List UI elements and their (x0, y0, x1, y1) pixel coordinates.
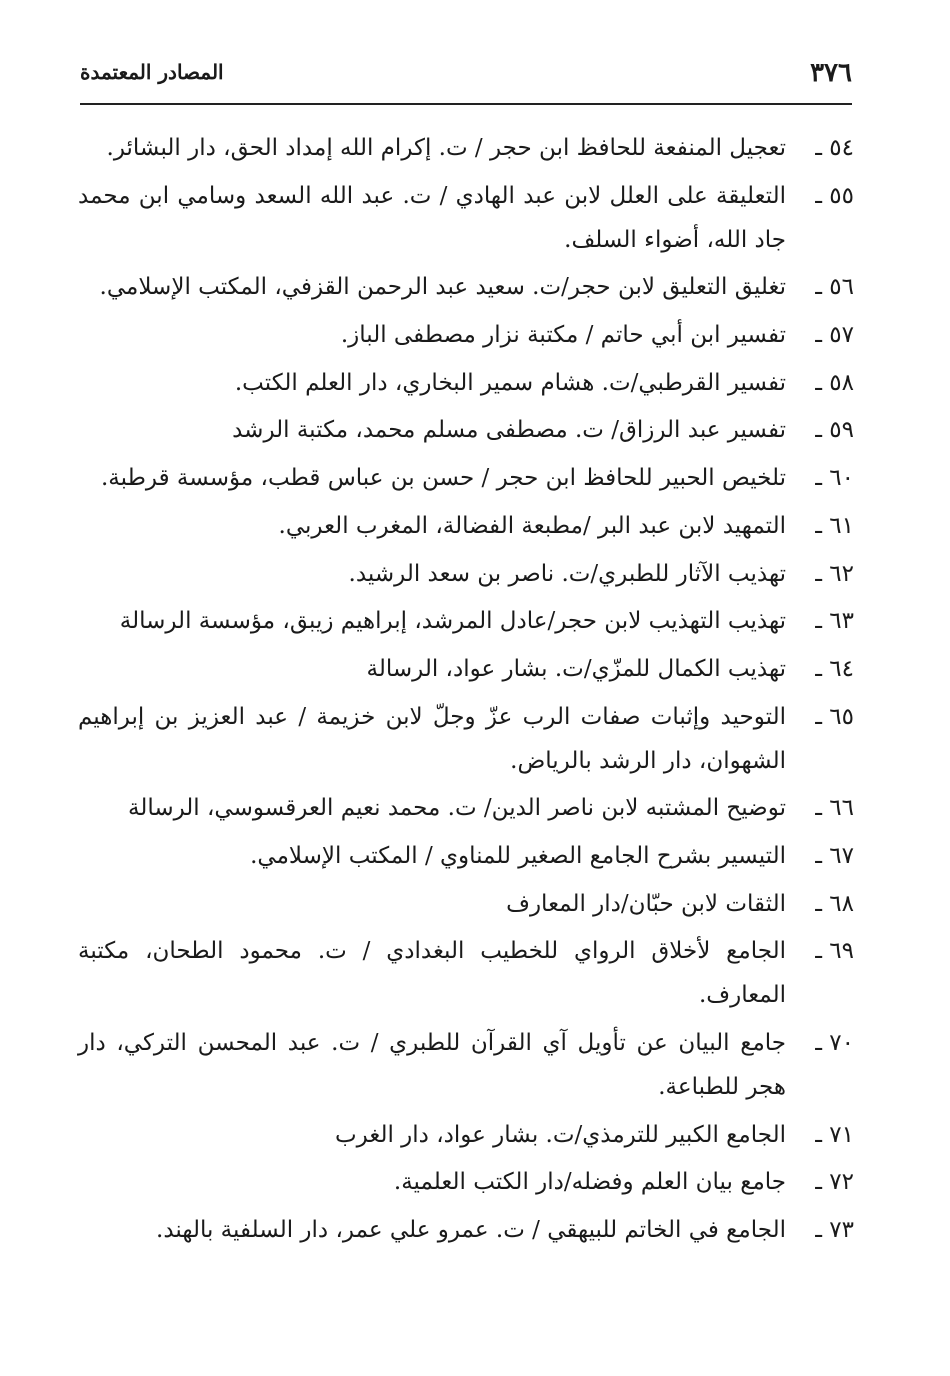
entry-number: ٦٠ ـ (815, 465, 854, 492)
bibliography-entry (78, 695, 854, 783)
entry-text: تفسير القرطبي/ت. هشام سمير البخاري، دار العلم الكتب. (234, 369, 786, 396)
bibliography-entry (78, 1021, 854, 1109)
entry-number: ٦٣ ـ (815, 608, 854, 635)
entry-number: ٦٤ ـ (815, 655, 854, 682)
entry-text: التعليقة على العلل لابن عبد الهادي / ت. عبد الله السعد وسامي ابن محمد جاد الله، أضواء السلف. (78, 182, 786, 253)
bibliography-entry (78, 126, 854, 170)
entry-text: تفسير عبد الرزاق/ ت. مصطفى مسلم محمد، مكتبة الرشد (232, 417, 786, 444)
entry-number: ٦٢ ـ (815, 560, 854, 587)
bibliography-entry (78, 313, 854, 357)
bibliography-entry (78, 456, 854, 500)
entry-text: جامع بيان العلم وفضله/دار الكتب العلمية. (393, 1169, 786, 1196)
entry-text: تهذيب الكمال للمزّي/ت. بشار عواد، الرسالة (366, 655, 786, 682)
entry-text: جامع البيان عن تأويل آي القرآن للطبري / ت. عبد المحسن التركي، دار هجر للطباعة. (78, 1030, 786, 1100)
running-title: المصادر المعتمدة (80, 60, 224, 84)
entry-number: ٦٥ ـ (815, 703, 854, 730)
entry-number: ٥٥ ـ (815, 182, 854, 209)
page-number: ٣٧٦ (810, 58, 852, 88)
entry-text: تهذيب التهذيب لابن حجر/عادل المرشد، إبراهيم زيبق، مؤسسة الرسالة (119, 608, 786, 635)
entry-text: تفسير ابن أبي حاتم / مكتبة نزار مصطفى الباز. (340, 322, 786, 349)
entry-number: ٦٨ ـ (815, 890, 854, 917)
entry-number: ٦٧ ـ (815, 842, 854, 869)
bibliography-entry (78, 1208, 854, 1252)
entry-text: الثقات لابن حبّان/دار المعارف (506, 890, 786, 917)
running-head (80, 56, 852, 96)
entry-text: التمهيد لابن عبد البر /مطبعة الفضالة، المغرب العربي. (278, 512, 786, 539)
bibliography-entry (78, 174, 854, 262)
header-divider (80, 103, 852, 105)
bibliography-entry (78, 504, 854, 548)
entry-number: ٥٩ ـ (815, 417, 854, 444)
entry-number: ٥٤ ـ (815, 135, 854, 161)
bibliography-entry (78, 552, 854, 596)
bibliography-entry (78, 599, 854, 643)
entry-text: الجامع في الخاتم للبيهقي / ت. عمرو علي عمر، دار السلفية بالهند. (156, 1217, 786, 1244)
entry-text: تلخيص الحبير للحافظ ابن حجر / حسن بن عباس قطب، مؤسسة قرطبة. (101, 465, 786, 492)
bibliography-entry (78, 882, 854, 926)
entry-text: التوحيد وإثبات صفات الرب عزّ وجلّ لابن خزيمة / عبد العزيز بن إبراهيم الشهوان، دار الرشد بالرياض. (78, 703, 786, 774)
entry-text: تهذيب الآثار للطبري/ت. ناصر بن سعد الرشيد. (348, 560, 786, 587)
entry-number: ٦٦ ـ (815, 795, 854, 822)
bibliography-list (78, 126, 854, 1256)
bibliography-entry (78, 265, 854, 309)
bibliography-entry (78, 1160, 854, 1204)
entry-number: ٥٧ ـ (815, 322, 854, 349)
bibliography-entry (78, 361, 854, 405)
entry-text: الجامع لأخلاق الرواي للخطيب البغدادي / ت. محمود الطحان، مكتبة المعارف. (78, 938, 786, 1009)
bibliography-entry (78, 834, 854, 878)
bibliography-entry (78, 786, 854, 830)
entry-number: ٦١ ـ (815, 512, 854, 539)
entry-number: ٧١ ـ (815, 1121, 854, 1148)
entry-number: ٧٠ ـ (815, 1030, 854, 1056)
bibliography-entry (78, 408, 854, 452)
entry-number: ٦٩ ـ (815, 938, 854, 965)
bibliography-entry (78, 1113, 854, 1157)
entry-text: التيسير بشرح الجامع الصغير للمناوي / المكتب الإسلامي. (250, 842, 786, 869)
entry-text: توضيح المشتبه لابن ناصر الدين/ ت. محمد نعيم العرقسوسي، الرسالة (127, 795, 786, 822)
entry-text: تغليق التعليق لابن حجر/ت. سعيد عبد الرحمن القزفي، المكتب الإسلامي. (99, 274, 786, 301)
bibliography-entry (78, 929, 854, 1017)
entry-text: الجامع الكبير للترمذي/ت. بشار عواد، دار الغرب (335, 1121, 786, 1148)
bibliography-entry (78, 647, 854, 691)
entry-number: ٥٦ ـ (815, 274, 854, 301)
entry-number: ٧٣ ـ (815, 1217, 854, 1244)
entry-number: ٧٢ ـ (815, 1169, 854, 1196)
entry-text: تعجيل المنفعة للحافظ ابن حجر / ت. إكرام الله إمداد الحق، دار البشائر. (106, 135, 786, 161)
entry-number: ٥٨ ـ (815, 369, 854, 396)
